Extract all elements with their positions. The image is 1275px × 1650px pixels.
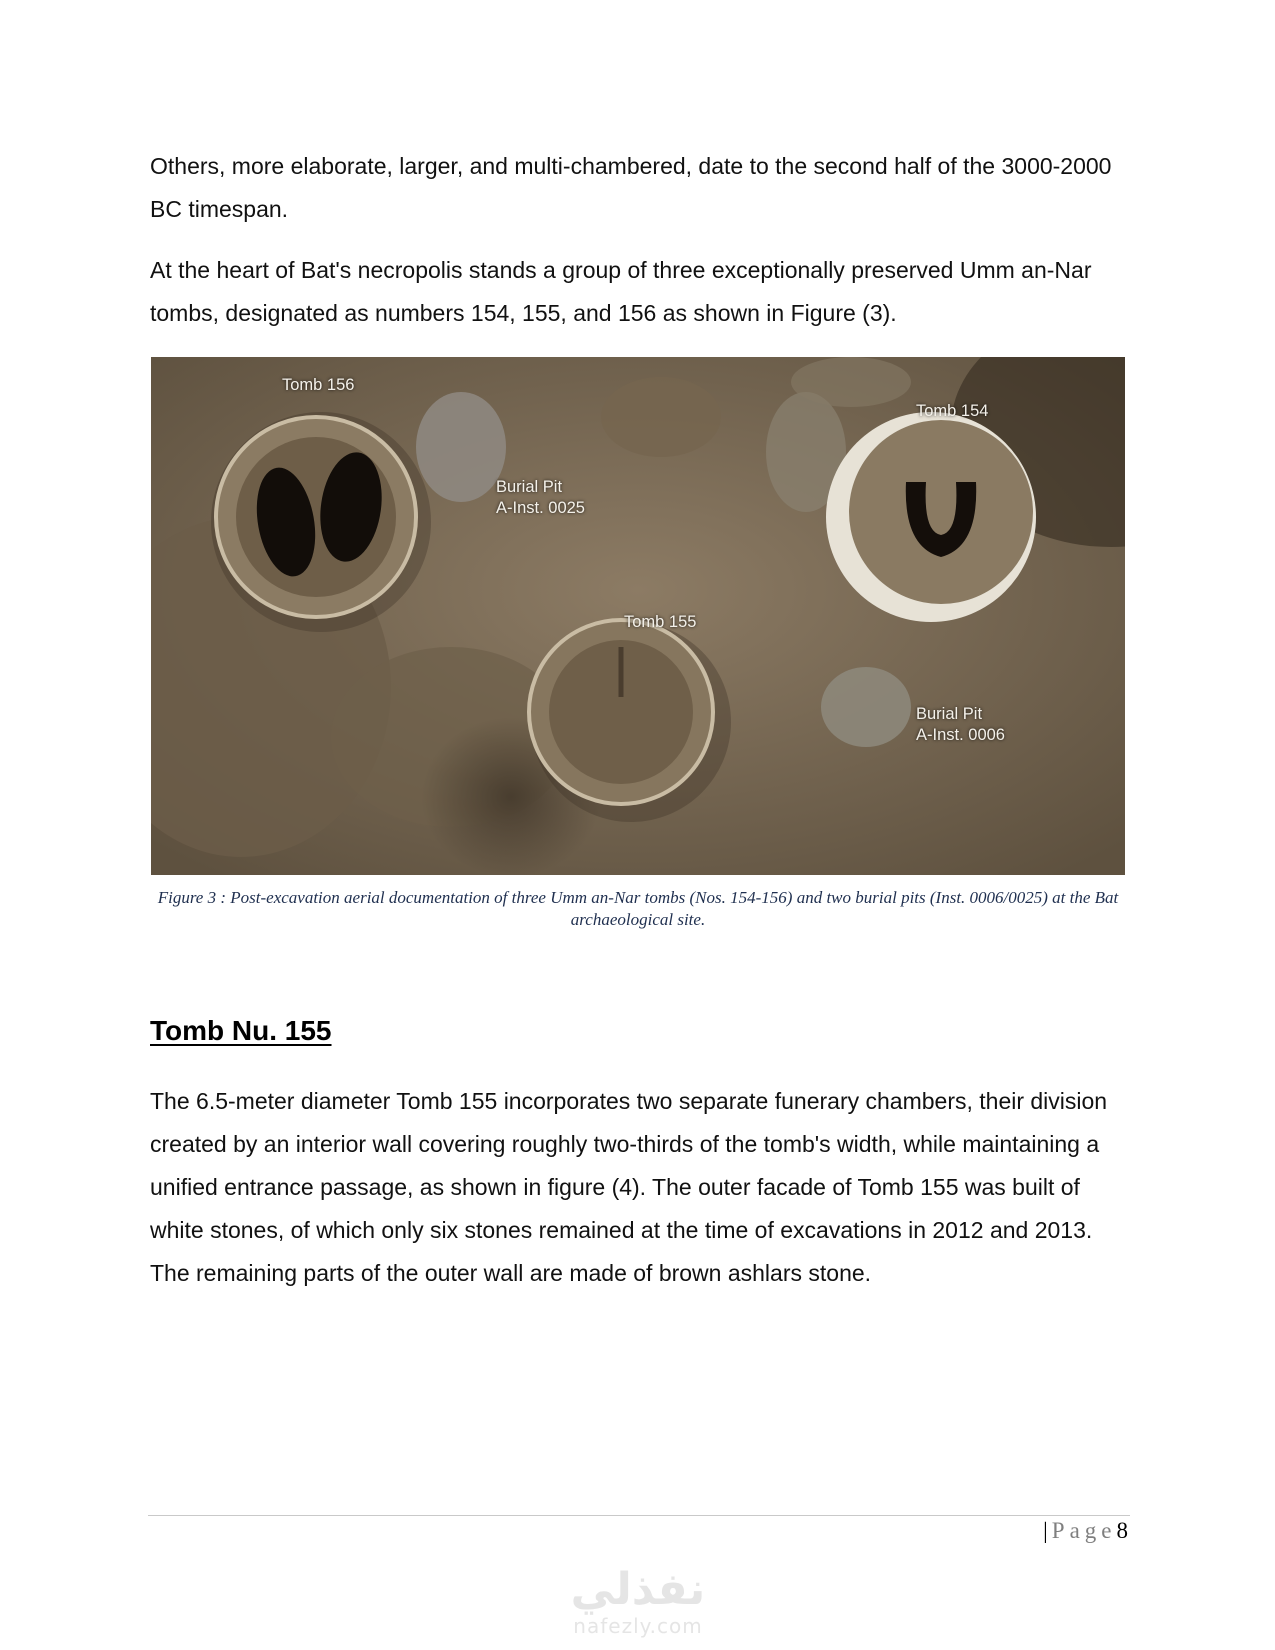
page-number-value: 8 <box>1116 1518 1128 1543</box>
label-tomb-155: Tomb 155 <box>624 613 697 631</box>
label-tomb-156: Tomb 156 <box>282 376 355 394</box>
paragraph-necropolis: At the heart of Bat's necropolis stands a group of three exceptionally preserved Umm an-Nar tombs, designated as numbers 154, 155, and 156 as shown in Figure (3). <box>150 257 1092 326</box>
footer-divider <box>148 1515 1130 1516</box>
section-heading: Tomb Nu. 155 <box>150 1015 332 1046</box>
paragraph-tomb-155: The 6.5-meter diameter Tomb 155 incorporates two separate funerary chambers, their division created by an interior wall covering roughly two-thirds of the tomb's width, while maintaining a unified entrance passage, as shown in figure (4). The outer facade of Tomb 155 was built of white stones, of which only six stones remained at the time of excavations in 2012 and 2013. The remaining parts of the outer wall are made of brown ashlars stone. <box>150 1088 1108 1286</box>
watermark-arabic: نفذلي <box>570 1564 706 1615</box>
watermark <box>553 1566 723 1650</box>
page-number-separator: | <box>1043 1518 1052 1543</box>
label-burial-pit-0006 <box>916 704 1005 746</box>
label-tomb-154: Tomb 154 <box>916 402 989 420</box>
label-burial-pit-0025-line1: Burial Pit <box>496 478 563 496</box>
label-burial-pit-0006-line1: Burial Pit <box>916 705 983 723</box>
page-word: Page <box>1051 1518 1117 1543</box>
label-burial-pit-0025 <box>496 477 585 519</box>
paragraph-intro: Others, more elaborate, larger, and multi-chambered, date to the second half of the 3000-2000 BC timespan. <box>150 153 1112 222</box>
watermark-latin: nafezly.com <box>573 1614 703 1638</box>
page-number <box>1043 1518 1128 1544</box>
figure-caption: Figure 3 : Post-excavation aerial documentation of three Umm an-Nar tombs (Nos. 154-156) and two burial pits (Inst. 0006/0025) at the Bat archaeological site. <box>157 888 1119 929</box>
label-burial-pit-0025-line2: A-Inst. 0025 <box>496 499 585 517</box>
aerial-photo-figure <box>151 357 1125 875</box>
label-burial-pit-0006-line2: A-Inst. 0006 <box>916 726 1005 744</box>
